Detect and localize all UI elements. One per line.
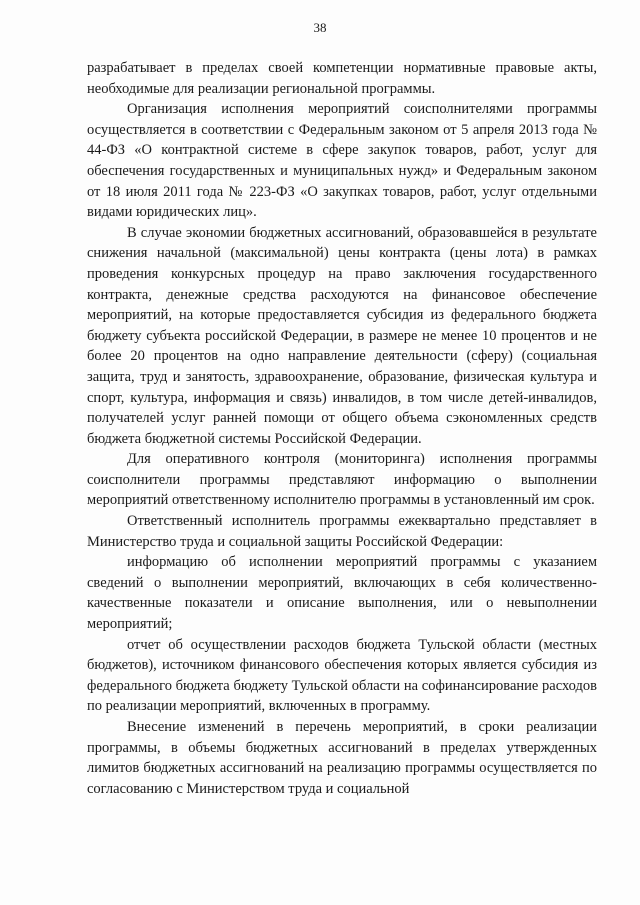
document-body — [87, 58, 597, 799]
paragraph-contract-system: Организация исполнения мероприятий соисполнителями программы осуществляется в соответствии с Федеральным законом от 5 апреля 2013 года № 44-ФЗ «О контрактной системе в сфере закупок товаров, работ, услуг для обеспечения государственных и муниципальных нужд» и Федеральным законом от 18 июля 2011 года № 223-ФЗ «О закупках товаров, работ, услуг отдельными видами юридических лиц». — [87, 101, 597, 221]
paragraph-amendments: Внесение изменений в перечень мероприятий, в сроки реализации программы, в объемы бюджетных ассигнований в пределах утвержденных лимитов бюджетных ассигнований на реализацию программы осуществляется по согласованию с Министерством труда и социальной — [87, 719, 597, 797]
paragraph-report-item-expenses: отчет об осуществлении расходов бюджета Тульской области (местных бюджетов), источником финансового обеспечения которых является субсидия из федерального бюджета бюджету Тульской области на софинансирование расходов по реализации мероприятий, включенных в программу. — [87, 636, 597, 715]
paragraph-budget-savings: В случае экономии бюджетных ассигнований, образовавшейся в результате снижения начальной (максимальной) цены контракта (цены лота) в рамках проведения конкурсных процедур на право заключения государственного контракта, денежные средства расходуются на финансовое обеспечение мероприятий, на которые предоставляется субсидия из федерального бюджета бюджету субъекта российской Федерации, в размере не менее 10 процентов и не более 20 процентов на одно направление деятельности (сферу) (социальная защита, труд и занятость, здравоохранение, образование, физическая культура и спорт, культура, информация и связь) инвалидов, в том числе детей-инвалидов, получателей услуг ранней помощи от общего объема сэкономленных средств бюджета бюджетной системы Российской Федерации. — [87, 224, 597, 447]
paragraph-monitoring: Для оперативного контроля (мониторинга) исполнения программы соисполнители программы представляют информацию о выполнении мероприятий ответственному исполнителю программы в установленный им срок. — [87, 451, 597, 509]
paragraph-report-item-info: информацию об исполнении мероприятий программы с указанием сведений о выполнении мероприятий, включающих в себя количественно-качественные показатели и описание выполнения, или о невыполнении мероприятий; — [87, 554, 597, 633]
paragraph-continuation: разрабатывает в пределах своей компетенции нормативные правовые акты, необходимые для реализации региональной программы. — [87, 60, 597, 97]
paragraph-quarterly-report: Ответственный исполнитель программы ежеквартально представляет в Министерство труда и социальной защиты Российской Федерации: — [87, 513, 597, 550]
page-number: 38 — [313, 20, 327, 35]
